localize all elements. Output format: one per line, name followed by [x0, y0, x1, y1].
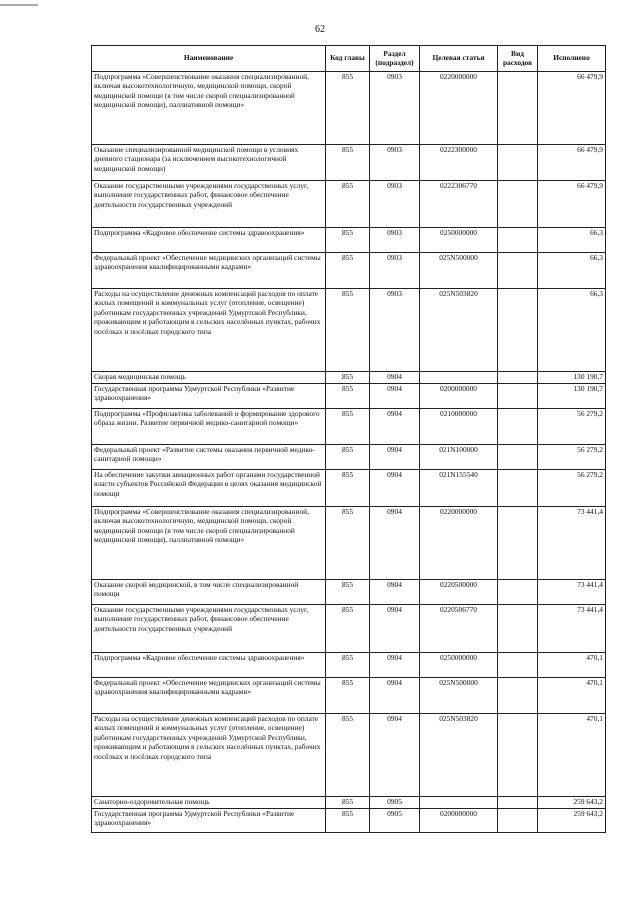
row-type [498, 145, 538, 181]
table-row [92, 228, 606, 253]
row-section: 0904 [370, 653, 420, 678]
row-code: 855 [326, 797, 370, 809]
row-name: Подпрограмма «Профилактика заболеваний и формирование здорового образа жизни. Развитие первичной медико-санитарной помощи» [92, 409, 326, 445]
row-type [498, 289, 538, 372]
row-name: Оказание государственными учреждениями государственных услуг, выполнение государственных работ, финансовое обеспечение деятельности государственных учреждений [92, 605, 326, 653]
row-section: 0904 [370, 372, 420, 384]
row-name: Оказание государственными учреждениями государственных услуг, выполнение государственных работ, финансовое обеспечение деятельности государственных учреждений [92, 181, 326, 228]
row-type [498, 809, 538, 833]
row-code: 855 [326, 470, 370, 507]
row-executed: 130 190,7 [538, 372, 606, 384]
row-type [498, 445, 538, 470]
row-code: 855 [326, 145, 370, 181]
row-type [498, 605, 538, 653]
row-type [498, 678, 538, 714]
row-type [498, 72, 538, 145]
row-section: 0905 [370, 797, 420, 809]
table-row [92, 445, 606, 470]
row-name: Расходы на осуществление денежных компенсаций расходов по оплате жилых помещений и коммунальных услуг (отопление, освещение) работникам государственных учреждений Удмуртской Республики, проживающим и работающим в сельских населённых пунктах, рабочих посёлках и посёлках городского типа [92, 714, 326, 797]
row-type [498, 797, 538, 809]
row-section: 0903 [370, 289, 420, 372]
row-name: Подпрограмма «Совершенствование оказания специализированной, включая высокотехнологичную, медицинской помощи, скорой медицинской помощи (в том числе скорой специализированной медицинской помощи), паллиативной помощи» [92, 507, 326, 580]
row-name: Подпрограмма «Кадровое обеспечение системы здравоохранения» [92, 653, 326, 678]
row-type [498, 409, 538, 445]
table-header-row [92, 46, 606, 72]
row-target: 0222300000 [420, 145, 498, 181]
row-section: 0904 [370, 714, 420, 797]
row-code: 855 [326, 253, 370, 289]
row-code: 855 [326, 372, 370, 384]
row-executed: 73 441,4 [538, 507, 606, 580]
row-executed: 259 643,2 [538, 809, 606, 833]
row-target: 021N100000 [420, 445, 498, 470]
row-target: 025N500000 [420, 678, 498, 714]
row-target: 0200000000 [420, 809, 498, 833]
row-target [420, 797, 498, 809]
row-code: 855 [326, 580, 370, 605]
row-type [498, 470, 538, 507]
row-target: 0220506770 [420, 605, 498, 653]
row-name: Подпрограмма «Кадровое обеспечение системы здравоохранения» [92, 228, 326, 253]
row-name: Скорая медицинская помощь [92, 372, 326, 384]
table-row [92, 507, 606, 580]
table-row [92, 678, 606, 714]
row-type [498, 384, 538, 409]
table-row [92, 253, 606, 289]
row-executed: 56 279,2 [538, 445, 606, 470]
table-row [92, 409, 606, 445]
row-target: 0220000000 [420, 72, 498, 145]
row-executed: 470,1 [538, 714, 606, 797]
table-row [92, 797, 606, 809]
row-section: 0903 [370, 228, 420, 253]
row-code: 855 [326, 714, 370, 797]
row-section: 0903 [370, 145, 420, 181]
row-section: 0904 [370, 605, 420, 653]
row-code: 855 [326, 809, 370, 833]
row-code: 855 [326, 384, 370, 409]
row-type [498, 372, 538, 384]
table-row [92, 72, 606, 145]
row-target: 0222306770 [420, 181, 498, 228]
row-code: 855 [326, 181, 370, 228]
row-executed: 470,1 [538, 678, 606, 714]
expenditure-table [91, 45, 606, 833]
row-type [498, 228, 538, 253]
row-section: 0905 [370, 809, 420, 833]
row-section: 0904 [370, 580, 420, 605]
table-body [92, 72, 606, 833]
row-target: 0220500000 [420, 580, 498, 605]
row-executed: 66 479,9 [538, 72, 606, 145]
table-row [92, 580, 606, 605]
row-type [498, 507, 538, 580]
row-target: 0200000000 [420, 384, 498, 409]
table-row [92, 372, 606, 384]
row-code: 855 [326, 653, 370, 678]
row-target: 0250000000 [420, 653, 498, 678]
row-target: 021N155540 [420, 470, 498, 507]
row-name: Федеральный проект «Обеспечение медицинских организаций системы здравоохранения квалифицированными кадрами» [92, 253, 326, 289]
row-executed: 130 190,7 [538, 384, 606, 409]
table-row [92, 809, 606, 833]
row-type [498, 653, 538, 678]
row-section: 0903 [370, 72, 420, 145]
table-row [92, 470, 606, 507]
row-section: 0904 [370, 470, 420, 507]
row-name: Государственная программа Удмуртской Республики «Развитие здравоохранения» [92, 809, 326, 833]
row-section: 0904 [370, 409, 420, 445]
table-row [92, 289, 606, 372]
row-target: 025N503820 [420, 714, 498, 797]
row-executed: 66,3 [538, 253, 606, 289]
row-target: 0250000000 [420, 228, 498, 253]
row-name: Санаторно-оздоровительная помощь [92, 797, 326, 809]
table-row [92, 384, 606, 409]
row-section: 0904 [370, 445, 420, 470]
row-executed: 66 479,9 [538, 145, 606, 181]
row-name: Федеральный проект «Развитие системы оказания первичной медико-санитарной помощи» [92, 445, 326, 470]
row-type [498, 580, 538, 605]
row-code: 855 [326, 605, 370, 653]
row-target [420, 372, 498, 384]
row-target: 025N500000 [420, 253, 498, 289]
row-section: 0904 [370, 507, 420, 580]
header-code: Код главы [326, 46, 370, 72]
row-code: 855 [326, 72, 370, 145]
table-row [92, 605, 606, 653]
row-code: 855 [326, 507, 370, 580]
row-code: 855 [326, 289, 370, 372]
row-executed: 66,3 [538, 289, 606, 372]
scan-edge-mark [0, 4, 38, 6]
row-name: Оказание специализированной медицинской помощи в условиях дневного стационара (за исключением высокотехнологичной медицинской помощи) [92, 145, 326, 181]
row-executed: 56 279,2 [538, 470, 606, 507]
header-type: Вид расходов [498, 46, 538, 72]
row-executed: 66 479,9 [538, 181, 606, 228]
row-executed: 56 279,2 [538, 409, 606, 445]
row-type [498, 714, 538, 797]
table-row [92, 145, 606, 181]
row-code: 855 [326, 409, 370, 445]
row-type [498, 253, 538, 289]
header-name: Наименование [92, 46, 326, 72]
row-target: 025N503820 [420, 289, 498, 372]
page-number: 62 [315, 24, 325, 35]
row-section: 0903 [370, 181, 420, 228]
row-name: Федеральный проект «Обеспечение медицинских организаций системы здравоохранения квалифицированными кадрами» [92, 678, 326, 714]
row-executed: 66,3 [538, 228, 606, 253]
row-executed: 73 441,4 [538, 605, 606, 653]
row-target: 0210000000 [420, 409, 498, 445]
row-name: Государственная программа Удмуртской Республики «Развитие здравоохранения» [92, 384, 326, 409]
row-name: На обеспечение закупки авиационных работ органами государственной власти субъектов Российской Федерации в целях оказания медицинской помощи [92, 470, 326, 507]
header-executed: Исполнено [538, 46, 606, 72]
row-target: 0220000000 [420, 507, 498, 580]
row-section: 0904 [370, 678, 420, 714]
row-name: Оказание скорой медицинской, в том числе специализированной помощи [92, 580, 326, 605]
header-section: Раздел (подраздел) [370, 46, 420, 72]
row-code: 855 [326, 228, 370, 253]
row-section: 0904 [370, 384, 420, 409]
row-name: Расходы на осуществление денежных компенсаций расходов по оплате жилых помещений и коммунальных услуг (отопление, освещение) работникам государственных учреждений Удмуртской Республики, проживающим и работающим в сельских населённых пунктах, рабочих посёлках и посёлках городского типа [92, 289, 326, 372]
header-target: Целевая статья [420, 46, 498, 72]
row-executed: 259 643,2 [538, 797, 606, 809]
row-executed: 470,1 [538, 653, 606, 678]
row-executed: 73 441,4 [538, 580, 606, 605]
table-row [92, 181, 606, 228]
row-name: Подпрограмма «Совершенствование оказания специализированной, включая высокотехнологичную, медицинской помощи, скорой медицинской помощи (в том числе скорой специализированной медицинской помощи), паллиативной помощи» [92, 72, 326, 145]
row-code: 855 [326, 445, 370, 470]
row-code: 855 [326, 678, 370, 714]
table-row [92, 653, 606, 678]
row-section: 0903 [370, 253, 420, 289]
table-row [92, 714, 606, 797]
row-type [498, 181, 538, 228]
